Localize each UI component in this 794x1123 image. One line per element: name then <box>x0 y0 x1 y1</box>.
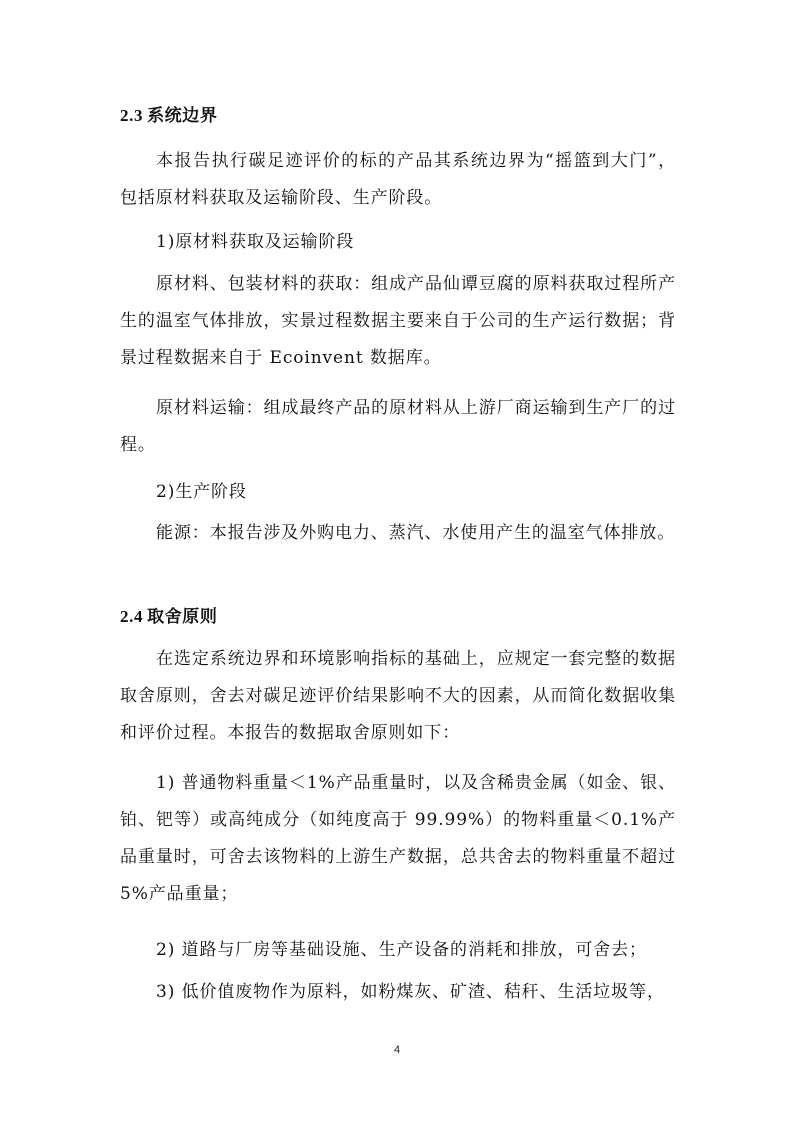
page-number: 4 <box>393 1044 401 1056</box>
paragraph-system-boundary: 本报告执行碳足迹评价的标的产品其系统边界为“摇篮到大门”，包括原材料获取及运输阶段、生产阶段。 <box>120 151 676 208</box>
list-item-cutoff-rule-2: 2) 道路与厂房等基础设施、生产设备的消耗和排放，可舍去； <box>156 940 647 960</box>
paragraph-cutoff-intro: 在选定系统边界和环境影响指标的基础上，应规定一套完整的数据取舍原则，舍去对碳足迹评价结果影响不大的因素，从而简化数据收集和评价过程。本报告的数据取舍原则如下： <box>120 649 676 743</box>
list-item-production-stage: 2)生产阶段 <box>156 482 247 502</box>
section-heading-2-3 <box>120 97 217 135</box>
section-number: 2.3 <box>120 106 144 125</box>
list-item-cutoff-rule-3: 3) 低价值废物作为原料，如粉煤灰、矿渣、秸秆、生活垃圾等， <box>156 982 665 1002</box>
list-item-cutoff-rule-1: 1) 普通物料重量＜1%产品重量时，以及含稀贵金属（如金、银、铂、钯等）或高纯成分（如纯度高于 99.99%）的物料重量＜0.1%产品重量时，可舍去该物料的上游生产数据，总共舍去的物料重量不超过 5%产品重量； <box>120 773 676 904</box>
paragraph-raw-material-acquisition: 原材料、包装材料的获取：组成产品仙谭豆腐的原料获取过程所产生的温室气体排放，实景过程数据主要来自于公司的生产运行数据；背景过程数据来自于 Ecoinvent 数据库。 <box>120 274 676 368</box>
section-number: 2.4 <box>120 607 144 626</box>
section-title: 取舍原则 <box>147 607 218 627</box>
paragraph-raw-material-transport: 原材料运输：组成最终产品的原材料从上游厂商运输到生产厂的过程。 <box>120 398 676 455</box>
list-item-raw-material-stage: 1)原材料获取及运输阶段 <box>156 232 355 252</box>
section-heading-2-4 <box>120 598 217 636</box>
paragraph-energy: 能源：本报告涉及外购电力、蒸汽、水使用产生的温室气体排放。 <box>156 523 676 543</box>
section-title: 系统边界 <box>147 106 218 126</box>
